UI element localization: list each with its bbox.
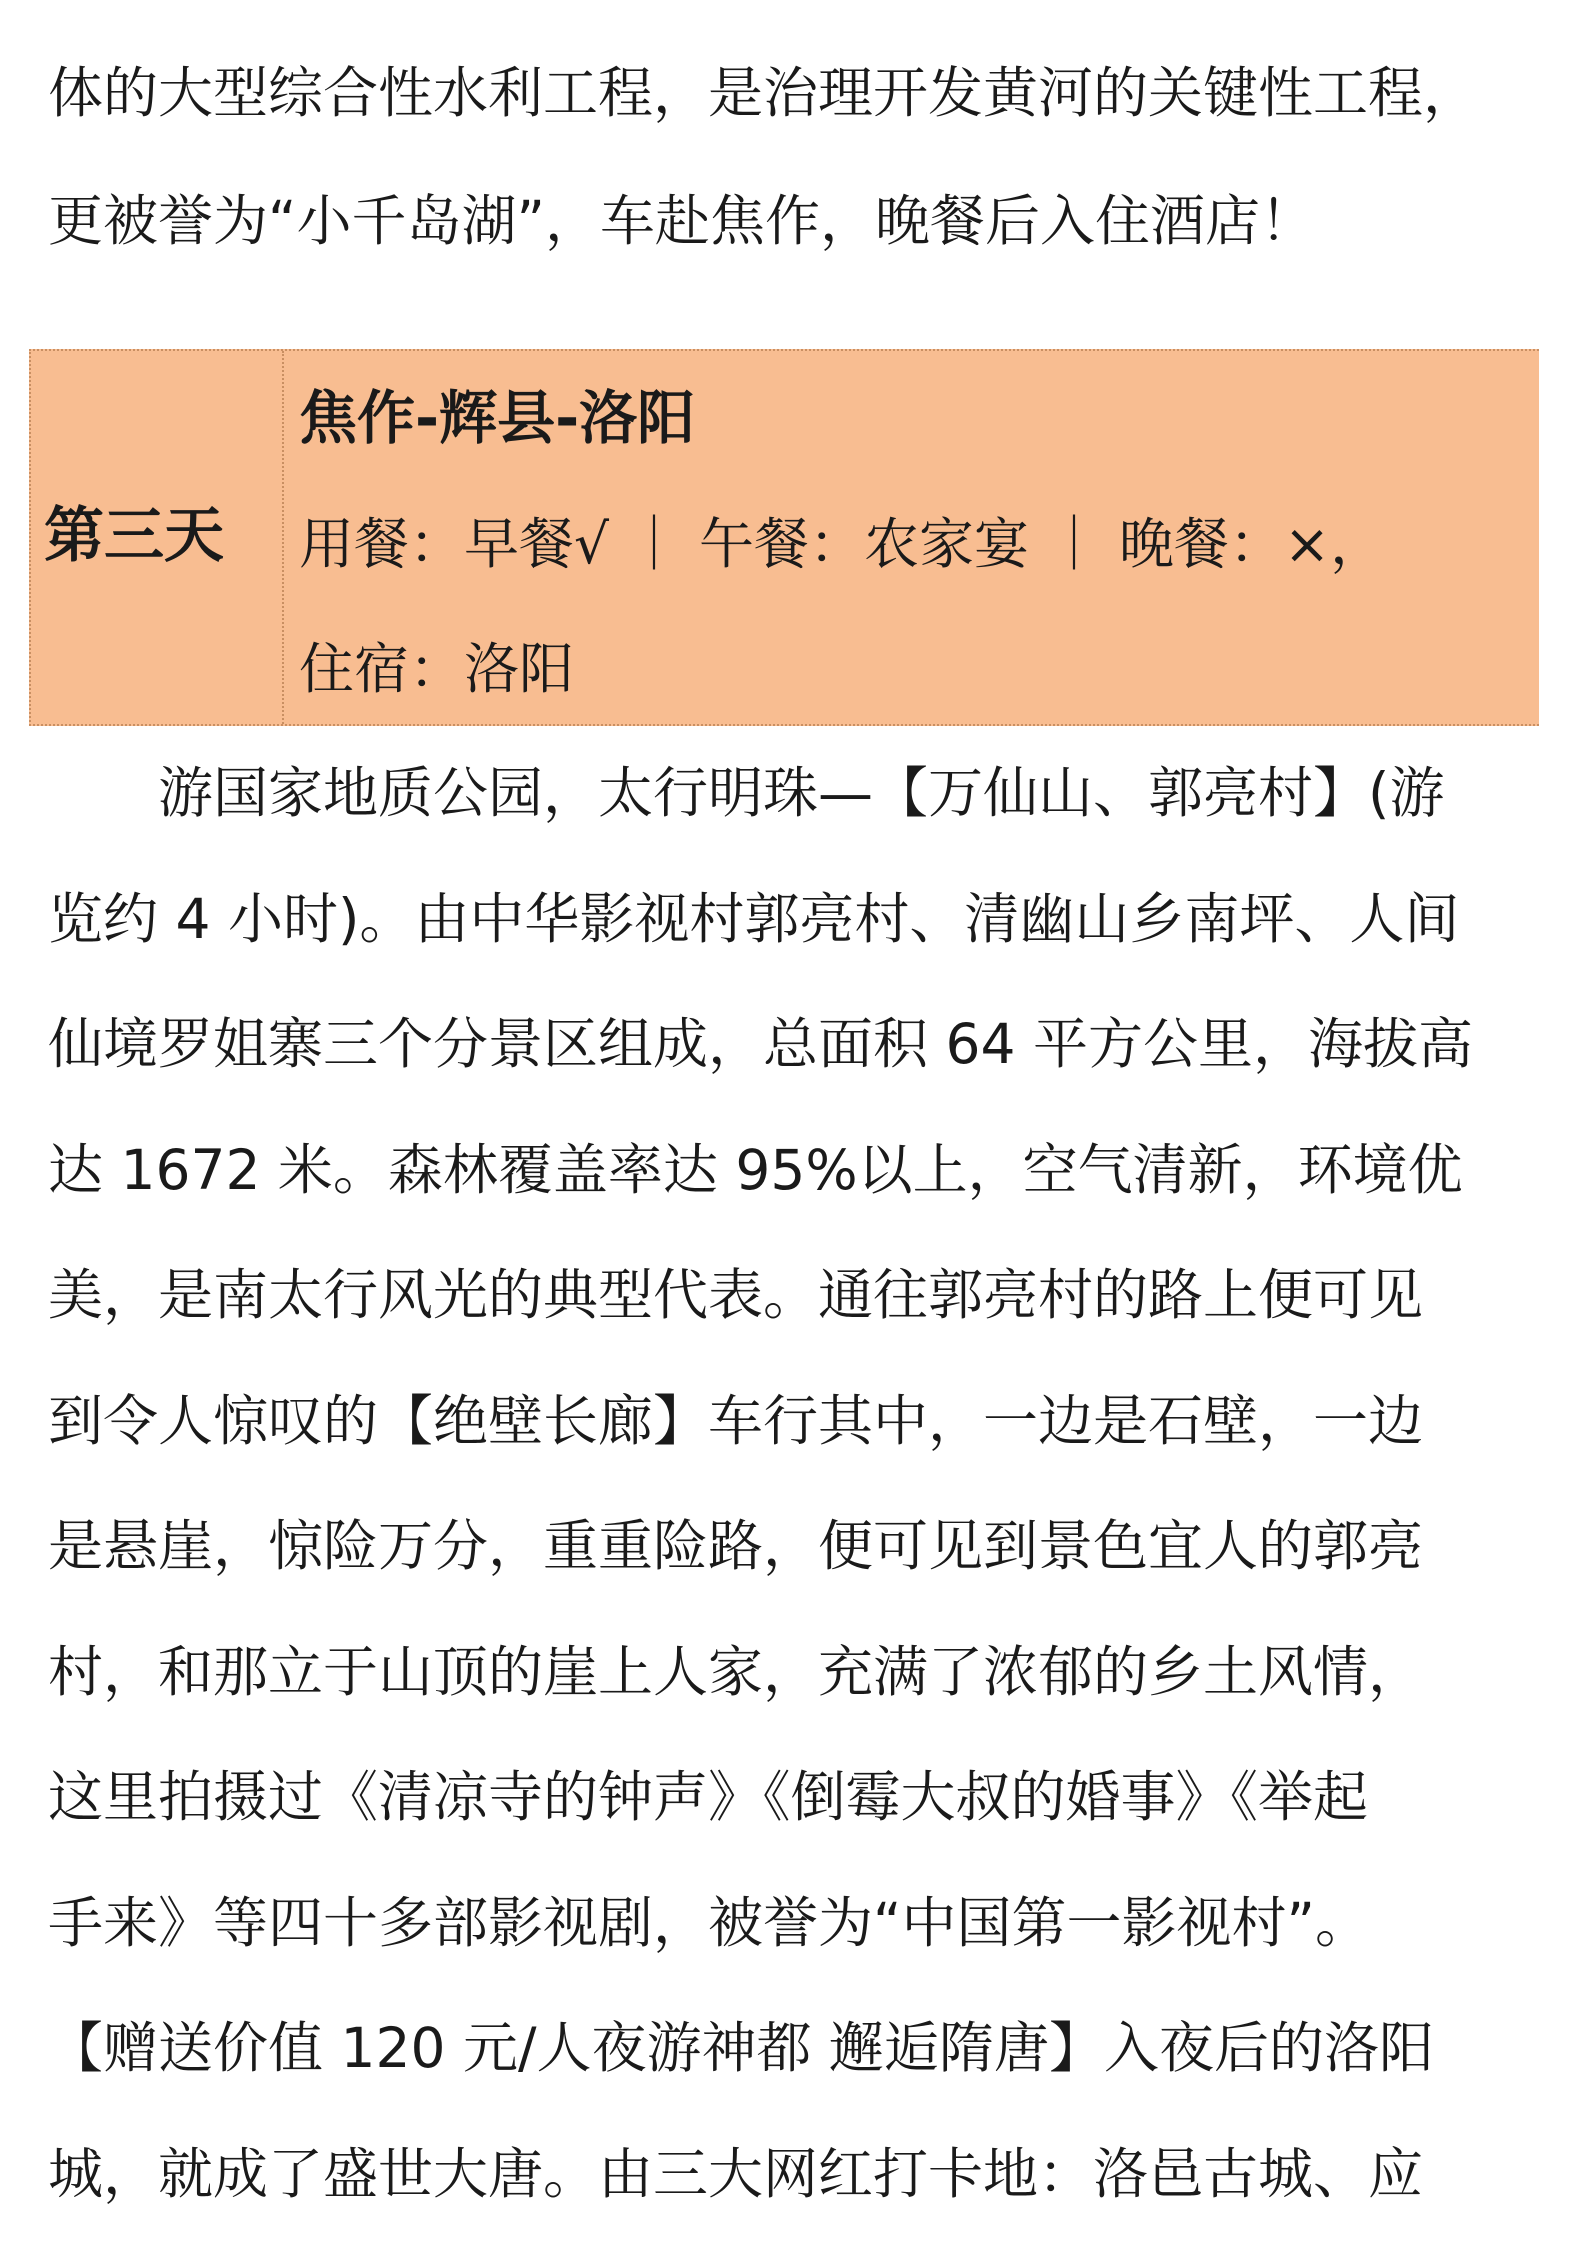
day-itinerary-header bbox=[29, 349, 1539, 726]
body-line-2: 览约 4 小时)。由中华影视村郭亮村、清幽山乡南坪、人间 bbox=[48, 887, 1460, 951]
intro-line-2: 更被誉为“小千岛湖”，车赴焦作，晚餐后入住酒店！ bbox=[48, 189, 1315, 253]
day-meals: 用餐：早餐√ ｜ 午餐：农家宴 ｜ 晚餐：×， bbox=[299, 512, 1386, 576]
intro-line-1: 体的大型综合性水利工程，是治理开发黄河的关键性工程， bbox=[48, 61, 1479, 125]
body-line-4: 达 1672 米。森林覆盖率达 95%以上，空气清新，环境优 bbox=[48, 1138, 1463, 1202]
body-line-7: 是悬崖，惊险万分，重重险路，便可见到景色宜人的郭亮 bbox=[48, 1514, 1424, 1578]
body-line-9: 这里拍摄过《清凉寺的钟声》《倒霉大叔的婚事》《举起 bbox=[48, 1765, 1369, 1829]
body-line-5: 美，是南太行风光的典型代表。通往郭亮村的路上便可见 bbox=[48, 1263, 1424, 1327]
body-line-6: 到令人惊叹的【绝壁长廊】车行其中，一边是石壁，一边 bbox=[48, 1389, 1424, 1453]
body-line-8: 村，和那立于山顶的崖上人家，充满了浓郁的乡土风情， bbox=[48, 1640, 1424, 1704]
body-line-10: 手来》等四十多部影视剧，被誉为“中国第一影视村”。 bbox=[48, 1891, 1370, 1955]
body-line-3: 仙境罗姐寨三个分景区组成，总面积 64 平方公里，海拔高 bbox=[48, 1012, 1473, 1076]
day-route-title: 焦作-辉县-洛阳 bbox=[299, 384, 696, 452]
body-line-11: 【赠送价值 120 元/人夜游神都 邂逅隋唐】入夜后的洛阳 bbox=[48, 2016, 1434, 2080]
day-lodging: 住宿：洛阳 bbox=[299, 637, 575, 701]
day-label-cell bbox=[31, 351, 284, 724]
body-line-1: 游国家地质公园，太行明珠—【万仙山、郭亮村】(游 bbox=[48, 761, 1445, 825]
body-line-12: 城，就成了盛世大唐。由三大网红打卡地：洛邑古城、应 bbox=[48, 2142, 1424, 2206]
day-label: 第三天 bbox=[44, 501, 224, 571]
